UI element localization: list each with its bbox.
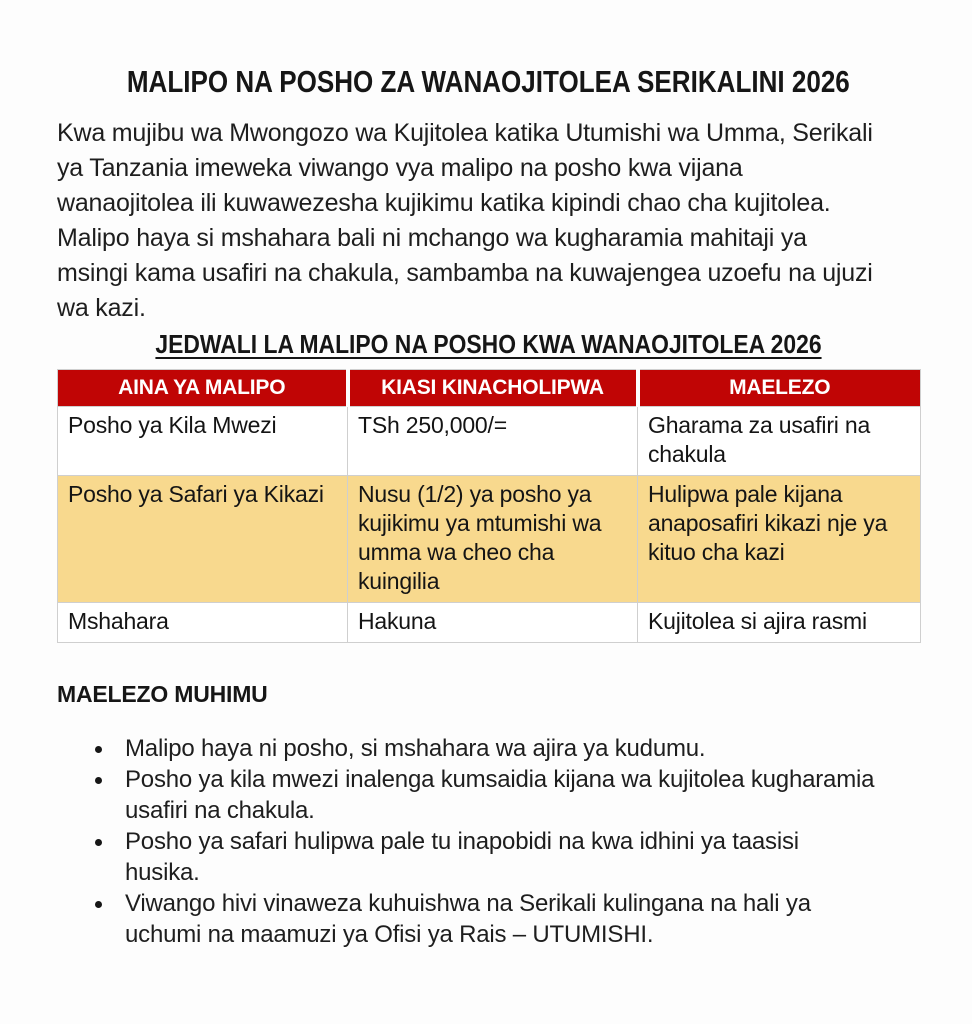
paragraph-line: msingi kama usafiri na chakula, sambamba na kuwajengea uzoefu na ujuzi	[57, 259, 873, 287]
paragraph-line: ya Tanzania imeweka viwango vya malipo na posho kwa vijana	[57, 154, 743, 182]
table-cell-description: Kujitolea si ajira rasmi	[638, 603, 921, 643]
table-header-row	[58, 370, 921, 407]
table-cell-amount: Nusu (1/2) ya posho ya kujikimu ya mtumishi wa umma wa cheo cha kuingilia	[348, 476, 638, 603]
paragraph-line: wanaojitolea ili kuwawezesha kujikimu katika kipindi chao cha kujitolea.	[57, 189, 831, 217]
table-cell-description: Hulipwa pale kijana anaposafiri kikazi nje ya kituo cha kazi	[638, 476, 921, 603]
column-header: MAELEZO	[638, 370, 921, 407]
table-row	[58, 603, 921, 643]
paragraph-line: Malipo haya si mshahara bali ni mchango wa kugharamia mahitaji ya	[57, 224, 807, 252]
payments-table	[57, 369, 921, 643]
paragraph-line: wa kazi.	[57, 294, 146, 322]
table-row	[58, 476, 921, 603]
table-title: JEDWALI LA MALIPO NA POSHO KWA WANAOJITOLEA 2026	[155, 329, 822, 359]
paragraph-line: Kwa mujibu wa Mwongozo wa Kujitolea katika Utumishi wa Umma, Serikali	[57, 119, 873, 147]
table-title-row	[57, 328, 920, 360]
title-row	[57, 64, 920, 100]
page-title: MALIPO NA POSHO ZA WANAOJITOLEA SERIKALINI 2026	[127, 64, 850, 99]
table-cell-description: Gharama za usafiri na chakula	[638, 407, 921, 476]
notes-list	[93, 733, 879, 950]
table-cell-amount: TSh 250,000/=	[348, 407, 638, 476]
table-cell-payment-type: Posho ya Kila Mwezi	[58, 407, 348, 476]
column-header: KIASI KINACHOLIPWA	[348, 370, 638, 407]
note-item: Posho ya safari hulipwa pale tu inapobidi na kwa idhini ya taasisi husika.	[93, 826, 879, 888]
note-item: Viwango hivi vinaweza kuhuishwa na Serikali kulingana na hali ya uchumi na maamuzi ya Ofisi ya Rais – UTUMISHI.	[93, 888, 879, 950]
intro-paragraph	[57, 116, 920, 326]
column-header: AINA YA MALIPO	[58, 370, 348, 407]
table-row	[58, 407, 921, 476]
table-body	[58, 407, 921, 643]
notes-heading: MAELEZO MUHIMU	[57, 681, 268, 707]
note-item: Malipo haya ni posho, si mshahara wa ajira ya kudumu.	[93, 733, 879, 764]
table-cell-amount: Hakuna	[348, 603, 638, 643]
note-item: Posho ya kila mwezi inalenga kumsaidia kijana wa kujitolea kugharamia usafiri na chakula.	[93, 764, 879, 826]
table-cell-payment-type: Mshahara	[58, 603, 348, 643]
table-cell-payment-type: Posho ya Safari ya Kikazi	[58, 476, 348, 603]
